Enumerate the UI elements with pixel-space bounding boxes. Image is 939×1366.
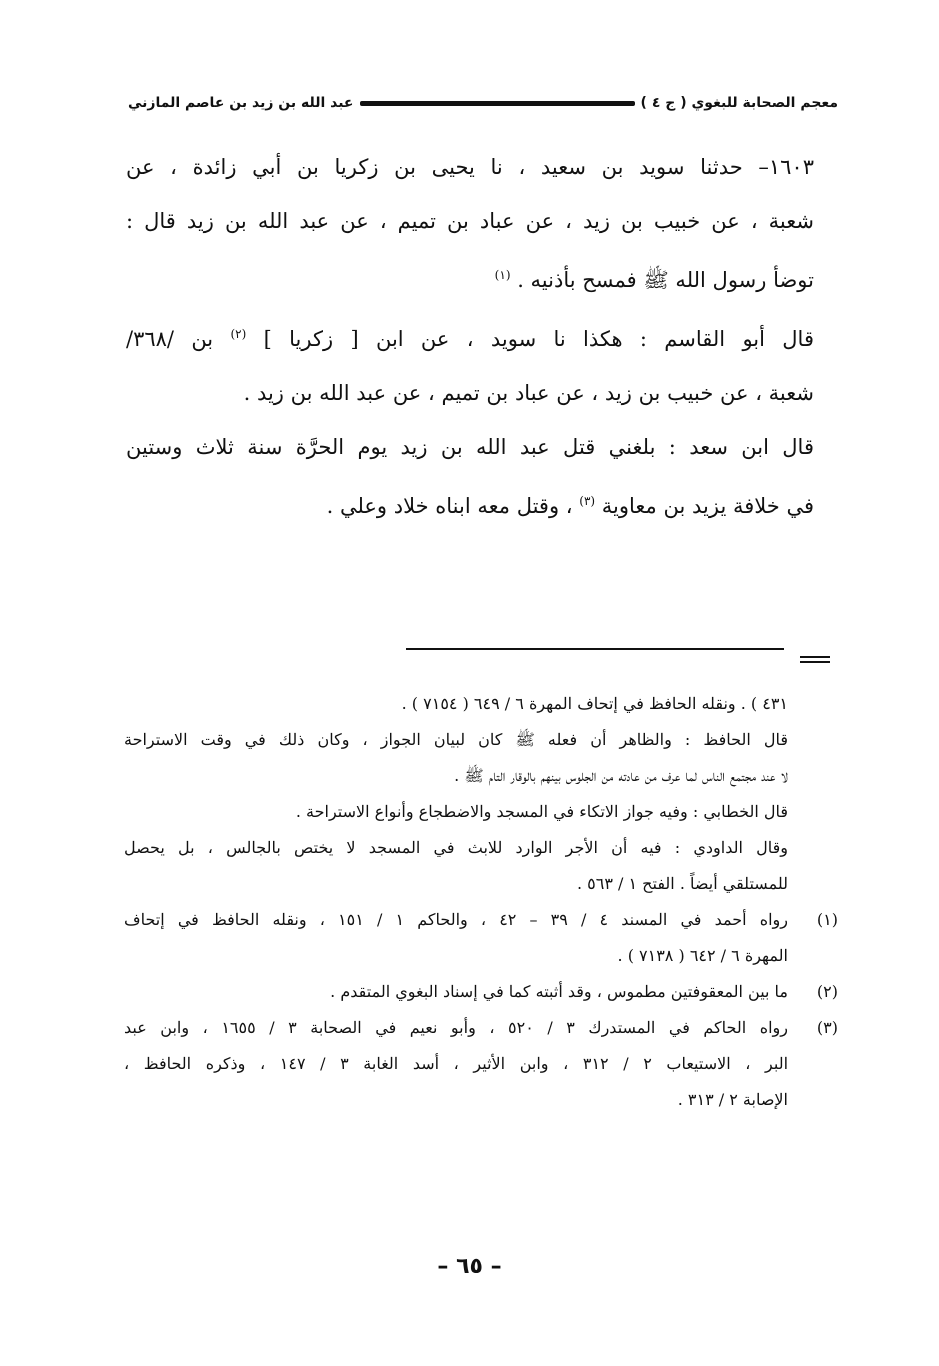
text-segment: قال أبو القاسم : هكذا نا سويد ، عن ابن [ زكريا ] <box>263 327 814 351</box>
footnote-line: ما بين المعقوفتين مطموس ، وقد أثبته كما في إسناد البغوي المتقدم . <box>330 982 788 1001</box>
isnad-paragraph <box>126 307 838 420</box>
footnote-body <box>124 1010 788 1118</box>
text-line: شعبة ، عن خبيب بن زيد ، عن عباد بن تميم ، عن عبد الله بن زيد قال : <box>126 209 814 233</box>
footnote-ref: (٢) <box>230 327 247 341</box>
text-line-content: توضأ رسول الله ﷺ فمسح بأذنيه . <box>517 268 814 292</box>
footnote-line: قال الحافظ : والظاهر أن فعله ﷺ كان لبيان الجواز ، وكان ذلك في وقت الاستراحة <box>124 730 788 749</box>
footnote-line: لا عند مجتمع الناس لما عرف من عادته من الجلوس بينهم بالوقار التام ﷺ . <box>454 766 788 785</box>
footnote-number: (١) <box>816 910 838 929</box>
running-header <box>128 88 838 118</box>
header-book-title: معجم الصحابة للبغوي ( ج ٤ ) <box>640 95 838 111</box>
footnote-number: (٣) <box>816 1018 838 1037</box>
footnote-line: الإصابة ٢ / ٣١٣ . <box>677 1090 788 1109</box>
footnote-line: البر ، الاستيعاب ٢ / ٣١٢ ، وابن الأثير ، أسد الغابة ٣ / ١٤٧ ، وذكره الحافظ ، <box>124 1054 789 1073</box>
footnote-ref: (١) <box>494 268 511 282</box>
footnote-item <box>124 902 838 974</box>
footnote-line: للمستلقي أيضاً . الفتح ١ / ٥٦٣ . <box>576 874 788 893</box>
text-line: شعبة ، عن خبيب بن زيد ، عن عباد بن تميم ، عن عبد الله بن زيد . <box>243 381 814 405</box>
text-line: قال ابن سعد : بلغني قتل عبد الله بن زيد يوم الحرَّة سنة ثلاث وستين <box>126 435 814 459</box>
footnote-item <box>124 1010 838 1118</box>
footnote-line: ٤٣١ ) . ونقله الحافظ في إتحاف المهرة ٦ / ٦٤٩ ( ٧١٥٤ ) . <box>401 694 788 713</box>
footnote-line: قال الخطابي : وفيه جواز الاتكاء في المسجد والاضطجاع وأنواع الاستراحة . <box>295 802 788 821</box>
footnote-continuation-mark <box>800 656 830 666</box>
footnote-line: رواه الحاكم في المستدرك ٣ / ٥٢٠ ، وأبو نعيم في الصحابة ٣ / ١٦٥٥ ، وابن عبد <box>124 1018 789 1037</box>
text-line <box>126 248 838 307</box>
footnote-line: رواه أحمد في المسند ٤ / ٣٩ – ٤٢ ، والحاكم ١ / ١٥١ ، ونقله الحافظ في إتحاف <box>124 910 789 929</box>
main-text <box>126 140 838 533</box>
footnote-line: المهرة ٦ / ٦٤٢ ( ٧١٣٨ ) . <box>617 946 788 965</box>
page-number: – ٦٥ – <box>437 1254 502 1279</box>
footnote-ref: (٣) <box>579 494 596 508</box>
footnotes <box>124 686 838 1118</box>
biography-paragraph <box>126 420 838 533</box>
footnote-item <box>124 974 838 1010</box>
text-segment: بن /٣٦٨/ <box>126 327 214 351</box>
text-line: ١٦٠٣– حدثنا سويد بن سعيد ، نا يحيى بن زكريا بن أبي زائدة ، عن <box>126 155 814 179</box>
text-segment: ، وقتل معه ابناه خلاد وعلي . <box>326 494 573 518</box>
text-segment: في خلافة يزيد بن معاوية <box>601 494 814 518</box>
footnote-body <box>124 974 788 1010</box>
footnote-number: (٢) <box>816 982 838 1001</box>
footnote-continuation <box>124 686 788 902</box>
hadith-paragraph <box>126 140 838 307</box>
text-line <box>126 307 838 366</box>
footnote-line: وقال الداودي : فيه أن الأجر الوارد للابث في المسجد لا يختص بالجالس ، بل يحصل <box>124 838 788 857</box>
footnote-separator <box>406 648 784 650</box>
header-rule <box>360 101 635 106</box>
text-line <box>126 474 838 533</box>
footnote-body <box>124 902 788 974</box>
header-entry-title: عبد الله بن زيد بن عاصم المازني <box>128 95 354 111</box>
